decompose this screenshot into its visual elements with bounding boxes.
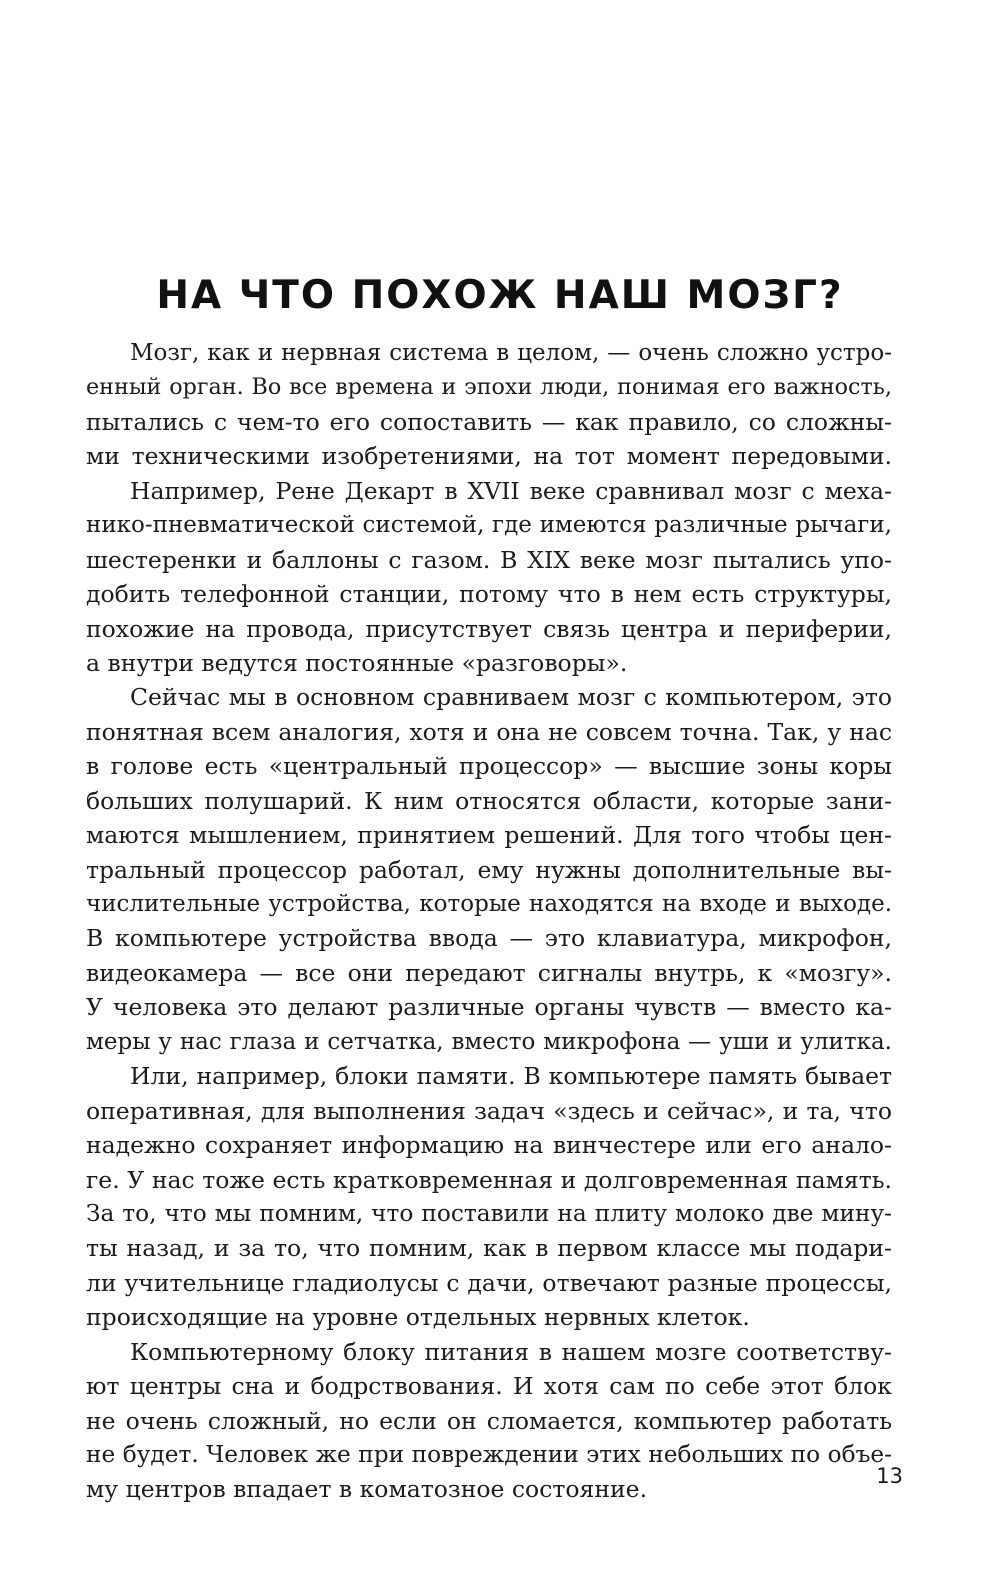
chapter-heading: НА ЧТО ПОХОЖ НАШ МОЗГ?	[156, 273, 844, 318]
text-line: понятная всем аналогия, хотя и она не совсем точна. Так, у нас	[86, 717, 892, 746]
paragraph	[86, 680, 892, 1059]
text-line: Или, например, блоки памяти. В компьютере память бывает	[130, 1062, 892, 1091]
text-line: нико-пневматической системой, где имеются различные рычаги,	[86, 512, 892, 539]
text-line: му центров впадает в коматозное состояние.	[86, 1475, 648, 1504]
page-number: 13	[876, 1464, 903, 1488]
text-line: маются мышлением, принятием решений. Для того чтобы цен-	[86, 821, 892, 850]
text-line: Например, Рене Декарт в XVII веке сравнивал мозг с меха-	[130, 476, 892, 505]
text-line: числительные устройства, которые находятся на входе и выходе.	[86, 891, 892, 917]
text-line: Сейчас мы в основном сравниваем мозг с компьютером, это	[130, 683, 892, 712]
text-line: не очень сложный, но если он сломается, компьютер работать	[86, 1406, 892, 1435]
text-line: ли учительнице гладиолусы с дачи, отвечают разные процессы,	[86, 1268, 892, 1297]
text-line: ми техническими изобретениями, на тот момент передовыми.	[86, 442, 892, 471]
text-line: происходящие на уровне отдельных нервных клеток.	[86, 1303, 750, 1332]
text-line: ют центры сна и бодрствования. И хотя сам по себе этот блок	[86, 1372, 892, 1401]
text-line: енный орган. Во все времена и эпохи люди, понимая его важность,	[86, 374, 892, 401]
text-line: ты назад, и за то, что помним, как в первом классе мы подари-	[86, 1234, 892, 1263]
paragraph	[86, 1335, 892, 1507]
text-line: В компьютере устройства ввода — это клавиатура, микрофон,	[86, 924, 892, 953]
text-line: Компьютерному блоку питания в нашем мозге соответству-	[130, 1337, 892, 1366]
text-line: надежно сохраняет информацию на винчестере или его анало-	[86, 1131, 892, 1160]
text-line: Мозг, как и нервная система в целом, — очень сложно устро-	[130, 340, 892, 366]
text-line: пытались с чем-то его сопоставить — как правило, со сложны-	[86, 407, 892, 436]
text-line: похожие на провода, присутствует связь центра и периферии,	[86, 614, 892, 643]
text-line: За то, что мы помним, что поставили на плиту молоко две мину-	[86, 1199, 892, 1227]
paragraph	[86, 336, 892, 474]
text-line: больших полушарий. К ним относятся области, которые зани-	[86, 786, 892, 815]
text-line: шестеренки и баллоны с газом. В XIX веке мозг пытались упо-	[86, 545, 892, 574]
text-line: оперативная, для выполнения задач «здесь и сейчас», и та, что	[86, 1096, 892, 1125]
text-line: тральный процессор работал, ему нужны дополнительные вы-	[86, 855, 892, 884]
paragraph	[86, 474, 892, 681]
text-line: видеокамера — все они передают сигналы внутрь, к «мозгу».	[86, 958, 892, 987]
text-line: меры у нас глаза и сетчатка, вместо микрофона — уши и улитка.	[86, 1028, 892, 1055]
text-line: ге. У нас тоже есть кратковременная и долговременная память.	[86, 1165, 892, 1194]
text-line: не будет. Человек же при повреждении этих небольших по объе-	[86, 1441, 892, 1468]
text-line: У человека это делают различные органы чувств — вместо ка-	[86, 993, 892, 1022]
text-line: а внутри ведутся постоянные «разговоры».	[86, 648, 628, 677]
text-line: добить телефонной станции, потому что в нем есть структуры,	[86, 580, 892, 609]
paragraph	[86, 1059, 892, 1335]
body-text	[86, 336, 892, 1507]
text-line: в голове есть «центральный процессор» — высшие зоны коры	[86, 752, 892, 781]
